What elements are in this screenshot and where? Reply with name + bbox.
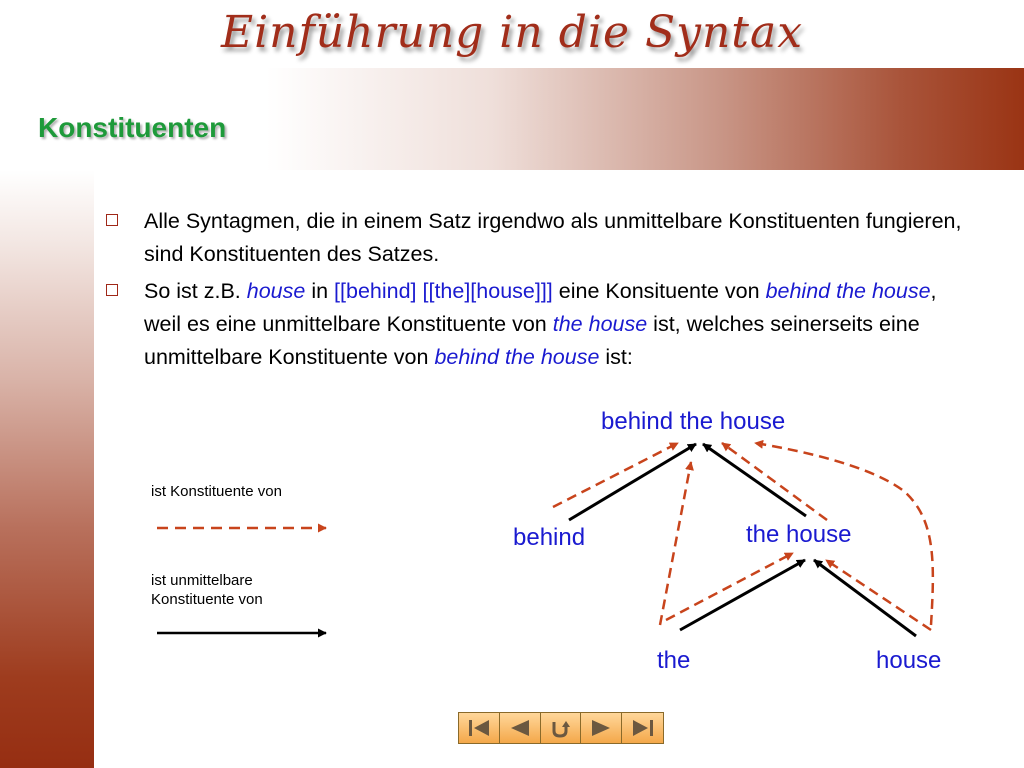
arrow-house-to-thehouse: [814, 560, 916, 636]
dashed-the-to-thehouse: [666, 553, 793, 620]
bullet-item-2: [106, 275, 966, 374]
previous-slide-button[interactable]: [500, 713, 541, 743]
slide-navigation: [458, 712, 664, 744]
legend-label-immediate-constituent-of: ist unmittelbare Konstituente von: [151, 572, 263, 608]
square-bullet-icon: [106, 284, 118, 296]
sidebar-gradient-band: [0, 170, 94, 768]
return-icon: [547, 717, 573, 739]
arrow-behind-to-root: [569, 444, 696, 520]
previous-icon: [507, 717, 533, 739]
last-slide-button[interactable]: [622, 713, 663, 743]
bullet-text: So ist z.B.: [144, 279, 247, 303]
term-the-house: the house: [552, 312, 648, 336]
first-slide-button[interactable]: [459, 713, 500, 743]
next-icon: [588, 717, 614, 739]
bullet-text: in: [305, 279, 335, 303]
arrow-the-to-thehouse: [680, 560, 805, 630]
node-behind-the-house: behind the house: [601, 408, 786, 435]
dashed-the-to-root: [660, 462, 691, 625]
term-behind-the-house: behind the house: [434, 345, 600, 369]
square-bullet-icon: [106, 214, 118, 226]
node-the: the: [657, 647, 691, 674]
term-house: house: [246, 279, 306, 303]
node-house: house: [876, 647, 942, 674]
node-behind: behind: [513, 524, 586, 551]
bullet-text: ist, welches seinerseits eine unmittelbare Konstituente von: [144, 312, 920, 369]
dashed-thehouse-to-root: [722, 443, 827, 520]
header-title: Einführung in die Syntax: [220, 7, 804, 58]
bullet-list: [106, 205, 966, 378]
term-behind-the-house: behind the house: [765, 279, 931, 303]
bullet-text: , weil es eine unmittelbare Konstituente von: [144, 279, 937, 336]
arrow-thehouse-to-root: [703, 444, 806, 516]
bullet-text: Alle Syntagmen, die in einem Satz irgendwo als unmittelbare Konstituenten fungieren, sind Konstituenten des Satzes.: [144, 209, 962, 266]
bullet-text: ist:: [599, 345, 633, 369]
bracket-notation: [[behind] [[the][house]]]: [334, 279, 553, 303]
next-slide-button[interactable]: [581, 713, 622, 743]
bullet-text: eine Konsituente von: [552, 279, 766, 303]
first-icon: [466, 717, 492, 739]
last-icon: [630, 717, 656, 739]
slide-heading: Konstituenten: [38, 112, 227, 143]
return-button[interactable]: [541, 713, 582, 743]
dashed-behind-to-root: [553, 443, 678, 507]
legend-label-constituent-of: ist Konstituente von: [151, 483, 282, 500]
node-the-house: the house: [746, 521, 852, 548]
dashed-house-to-thehouse: [826, 560, 931, 630]
bullet-item-1: [106, 205, 966, 271]
